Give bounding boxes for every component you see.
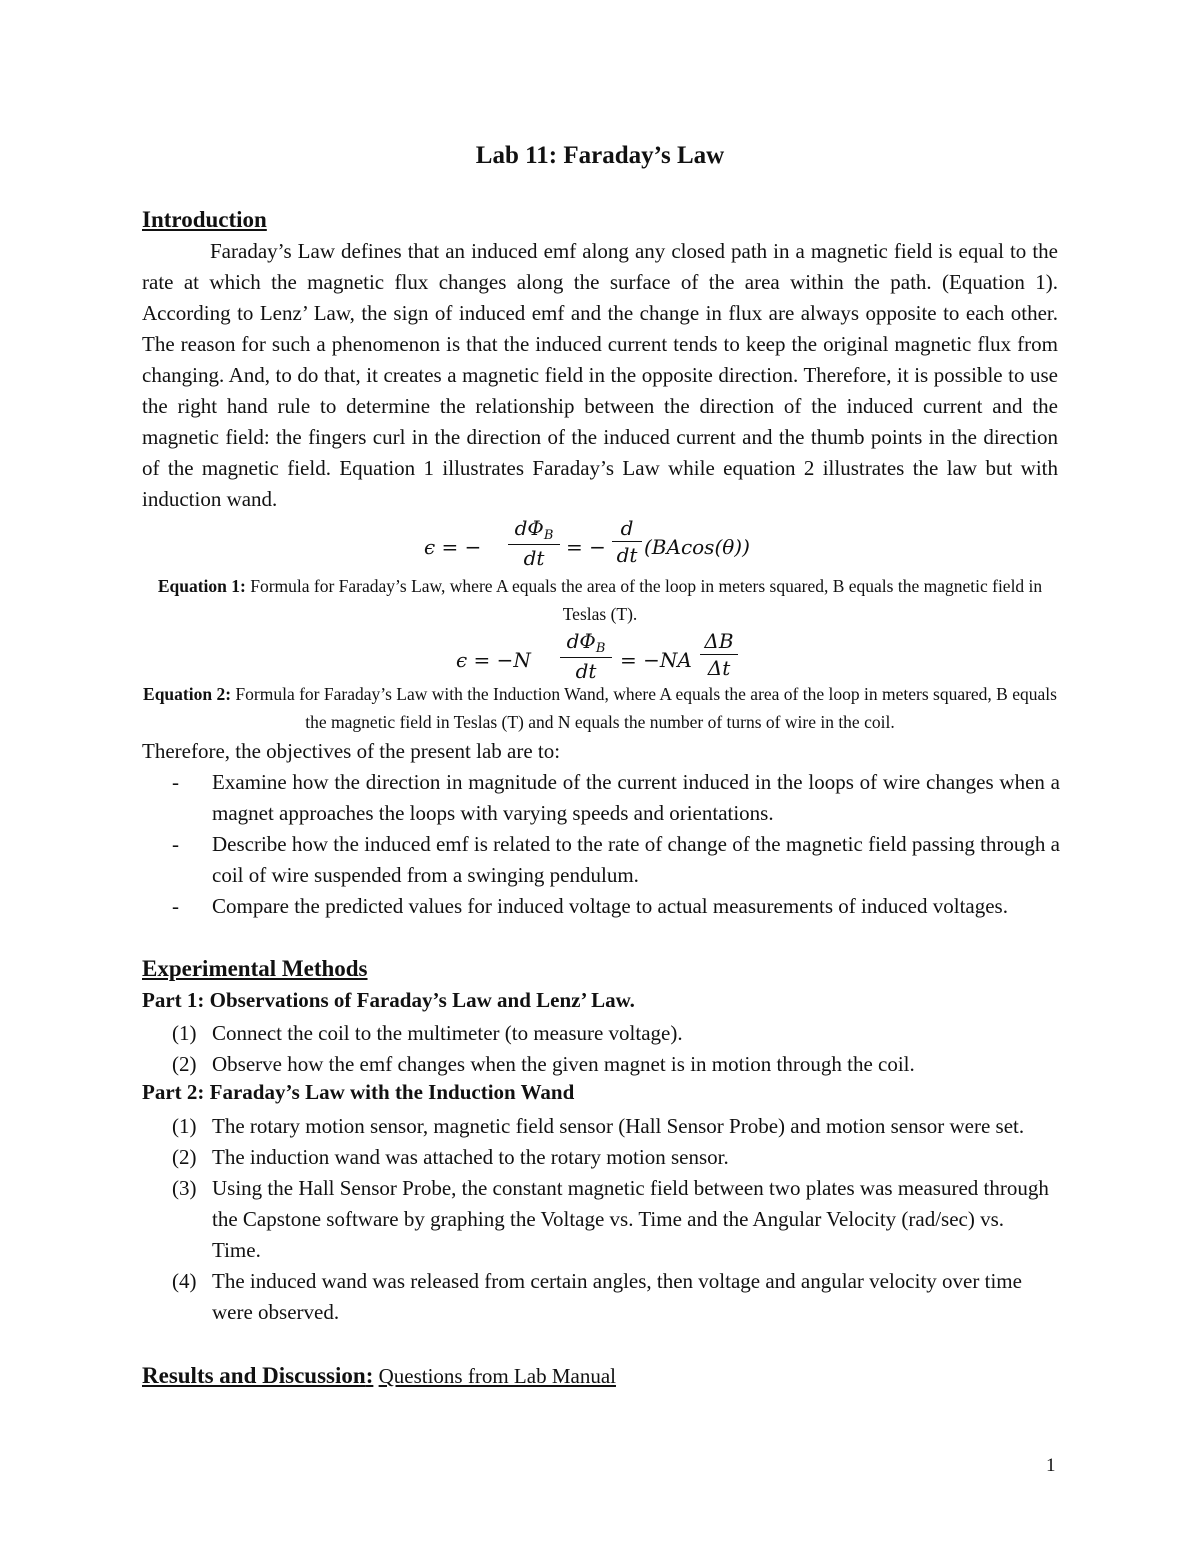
equation-2-caption [140,680,1060,736]
eq2-frac1-den: dt [575,659,597,683]
equation-1-caption [140,572,1060,628]
list-item: (3) Using the Hall Sensor Probe, the constant magnetic field between two plates was measured through the Capstone software by graphing the Voltage vs. Time and the Angular Velocity (rad/sec) vs. Time. [172,1176,1049,1262]
eq1-frac2-num: d [612,516,642,542]
eq2-frac1-num: dΦ [566,629,596,653]
introduction-heading: Introduction [142,207,267,232]
eq2-fraction-1 [560,629,612,683]
eq2-caption-label: Equation 2: [143,684,232,704]
results-heading: Results and Discussion [142,1363,366,1388]
page-number: 1 [1046,1455,1056,1476]
eq2-lhs: ϵ = −N [456,648,531,672]
list-item: (4) The induced wand was released from certain angles, then voltage and angular velocity over time were observed. [172,1269,1022,1324]
methods-heading: Experimental Methods [142,956,368,981]
part2-title: Part 2: Faraday’s Law with the Induction Wand [142,1080,575,1104]
list-item: - Describe how the induced emf is related to the rate of change of the magnetic field passing through a coil of wire suspended from a swinging pendulum. [172,832,1060,887]
eq2-frac2-num: ΔB [700,629,738,655]
introduction-text: Faraday’s Law defines that an induced emf along any closed path in a magnetic field is equal to the rate at which the magnetic flux changes along the surface of the area within the path. (Equation 1). According to Lenz’ Law, the sign of induced emf and the change in flux are always opposite to each other. The reason for such a phenomenon is that the induced current tends to keep the original magnetic flux from changing. And, to do that, it creates a magnetic field in the opposite direction. Therefore, it is possible to use the right hand rule to determine the relationship between the direction of the induced current and the magnetic field: the fingers curl in the direction of the induced current and the thumb points in the direction of the magnetic field. Equation 1 illustrates Faraday’s Law while equation 2 illustrates the law but with induction wand. [142,239,1058,511]
list-item: (1) The rotary motion sensor, magnetic field sensor (Hall Sensor Probe) and motion sensor were set. [172,1114,1025,1138]
eq1-fraction-2 [612,516,642,567]
eq1-lhs: ϵ = − [424,535,482,559]
part2-steps [172,1111,1052,1328]
eq1-caption-label: Equation 1: [157,576,246,596]
part1-steps [172,1018,1052,1080]
eq2-caption-text: Formula for Faraday’s Law with the Induction Wand, where A equals the area of the loop in meters squared, B equals the magnetic field in Teslas (T) and N equals the number of turns of wire in the coil. [231,684,1057,732]
objectives-lead: Therefore, the objectives of the present lab are to: [142,739,561,763]
results-heading-line [142,1363,616,1389]
eq2-fraction-2 [700,629,738,680]
results-subtext: Questions from Lab Manual [378,1364,616,1388]
eq1-frac1-sub: B [543,528,554,543]
results-colon: : [365,1363,374,1388]
page-title: Lab 11: Faraday’s Law [475,142,725,169]
list-item: (2) The induction wand was attached to the rotary motion sensor. [172,1145,729,1169]
eq2-mid: = −NA [620,648,692,672]
eq1-rhs: (BAcos(θ)) [644,535,750,559]
list-item: (1) Connect the coil to the multimeter (to measure voltage). [172,1021,683,1045]
eq2-frac1-sub: B [595,641,606,656]
part1-title: Part 1: Observations of Faraday’s Law and Lenz’ Law. [142,988,635,1012]
list-item: - Examine how the direction in magnitude of the current induced in the loops of wire changes when a magnet approaches the loops with varying speeds and orientations. [172,770,1060,825]
eq1-mid: = − [566,535,606,559]
objectives-list [172,767,1060,922]
eq1-frac1-den: dt [523,546,545,570]
list-item: (2) Observe how the emf changes when the given magnet is in motion through the coil. [172,1052,915,1076]
eq1-frac1-num: dΦ [514,516,544,540]
eq1-fraction-1 [508,516,560,570]
eq1-frac2-den: dt [616,543,638,567]
introduction-paragraph [142,236,1058,515]
eq2-frac2-den: Δt [707,656,731,680]
list-item: - Compare the predicted values for induced voltage to actual measurements of induced voltages. [172,894,1008,918]
eq1-caption-text: Formula for Faraday’s Law, where A equals the area of the loop in meters squared, B equals the magnetic field in Teslas (T). [245,576,1043,624]
